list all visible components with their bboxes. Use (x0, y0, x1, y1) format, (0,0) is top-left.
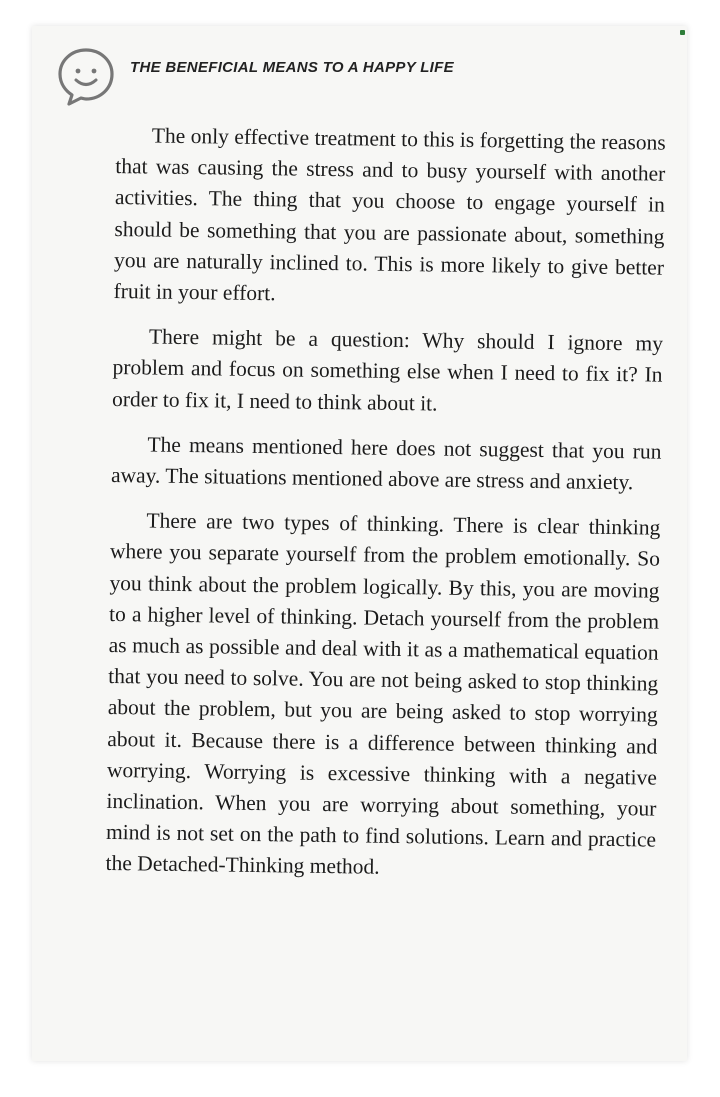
paragraph-4: There are two types of thinking. There is clear thinking where you separate yourself from the problem emotionally. So you think about the problem logically. By this, you are moving to a higher level of thinking. Detach yourself from the problem as much as possible and deal with it as a mathematical equation that you need to solve. You are not being asked to stop thinking about the problem, but you are being asked to stop worrying about it. Because there is a difference between thinking and worrying. Worrying is excessive thinking with a negative inclination. When you are worrying about something, your mind is not set on the path to find solutions. Learn and practice the Detached-Thinking method. (105, 508, 661, 880)
corner-mark (680, 30, 685, 35)
book-page (32, 26, 687, 1061)
running-header (54, 44, 454, 108)
smiley-speech-bubble-icon (54, 44, 118, 108)
paragraph-1: The only effective treatment to this is forgetting the reasons that was causing the stress and to busy yourself with another activities. The thing that you choose to engage yourself in should be something that you are passionate about, something you are naturally inclined to. This is more likely to give better fruit in your effort. (113, 123, 666, 306)
body-text (105, 120, 666, 901)
header-title: THE BENEFICIAL MEANS TO A HAPPY LIFE (130, 58, 454, 76)
paragraph-3: The means mentioned here does not suggest that you run away. The situations mentioned above are stress and anxiety. (110, 432, 662, 495)
paragraph-2: There might be a question: Why should I ignore my problem and focus on something else when I need to fix it? In order to fix it, I need to think about it. (111, 324, 664, 416)
